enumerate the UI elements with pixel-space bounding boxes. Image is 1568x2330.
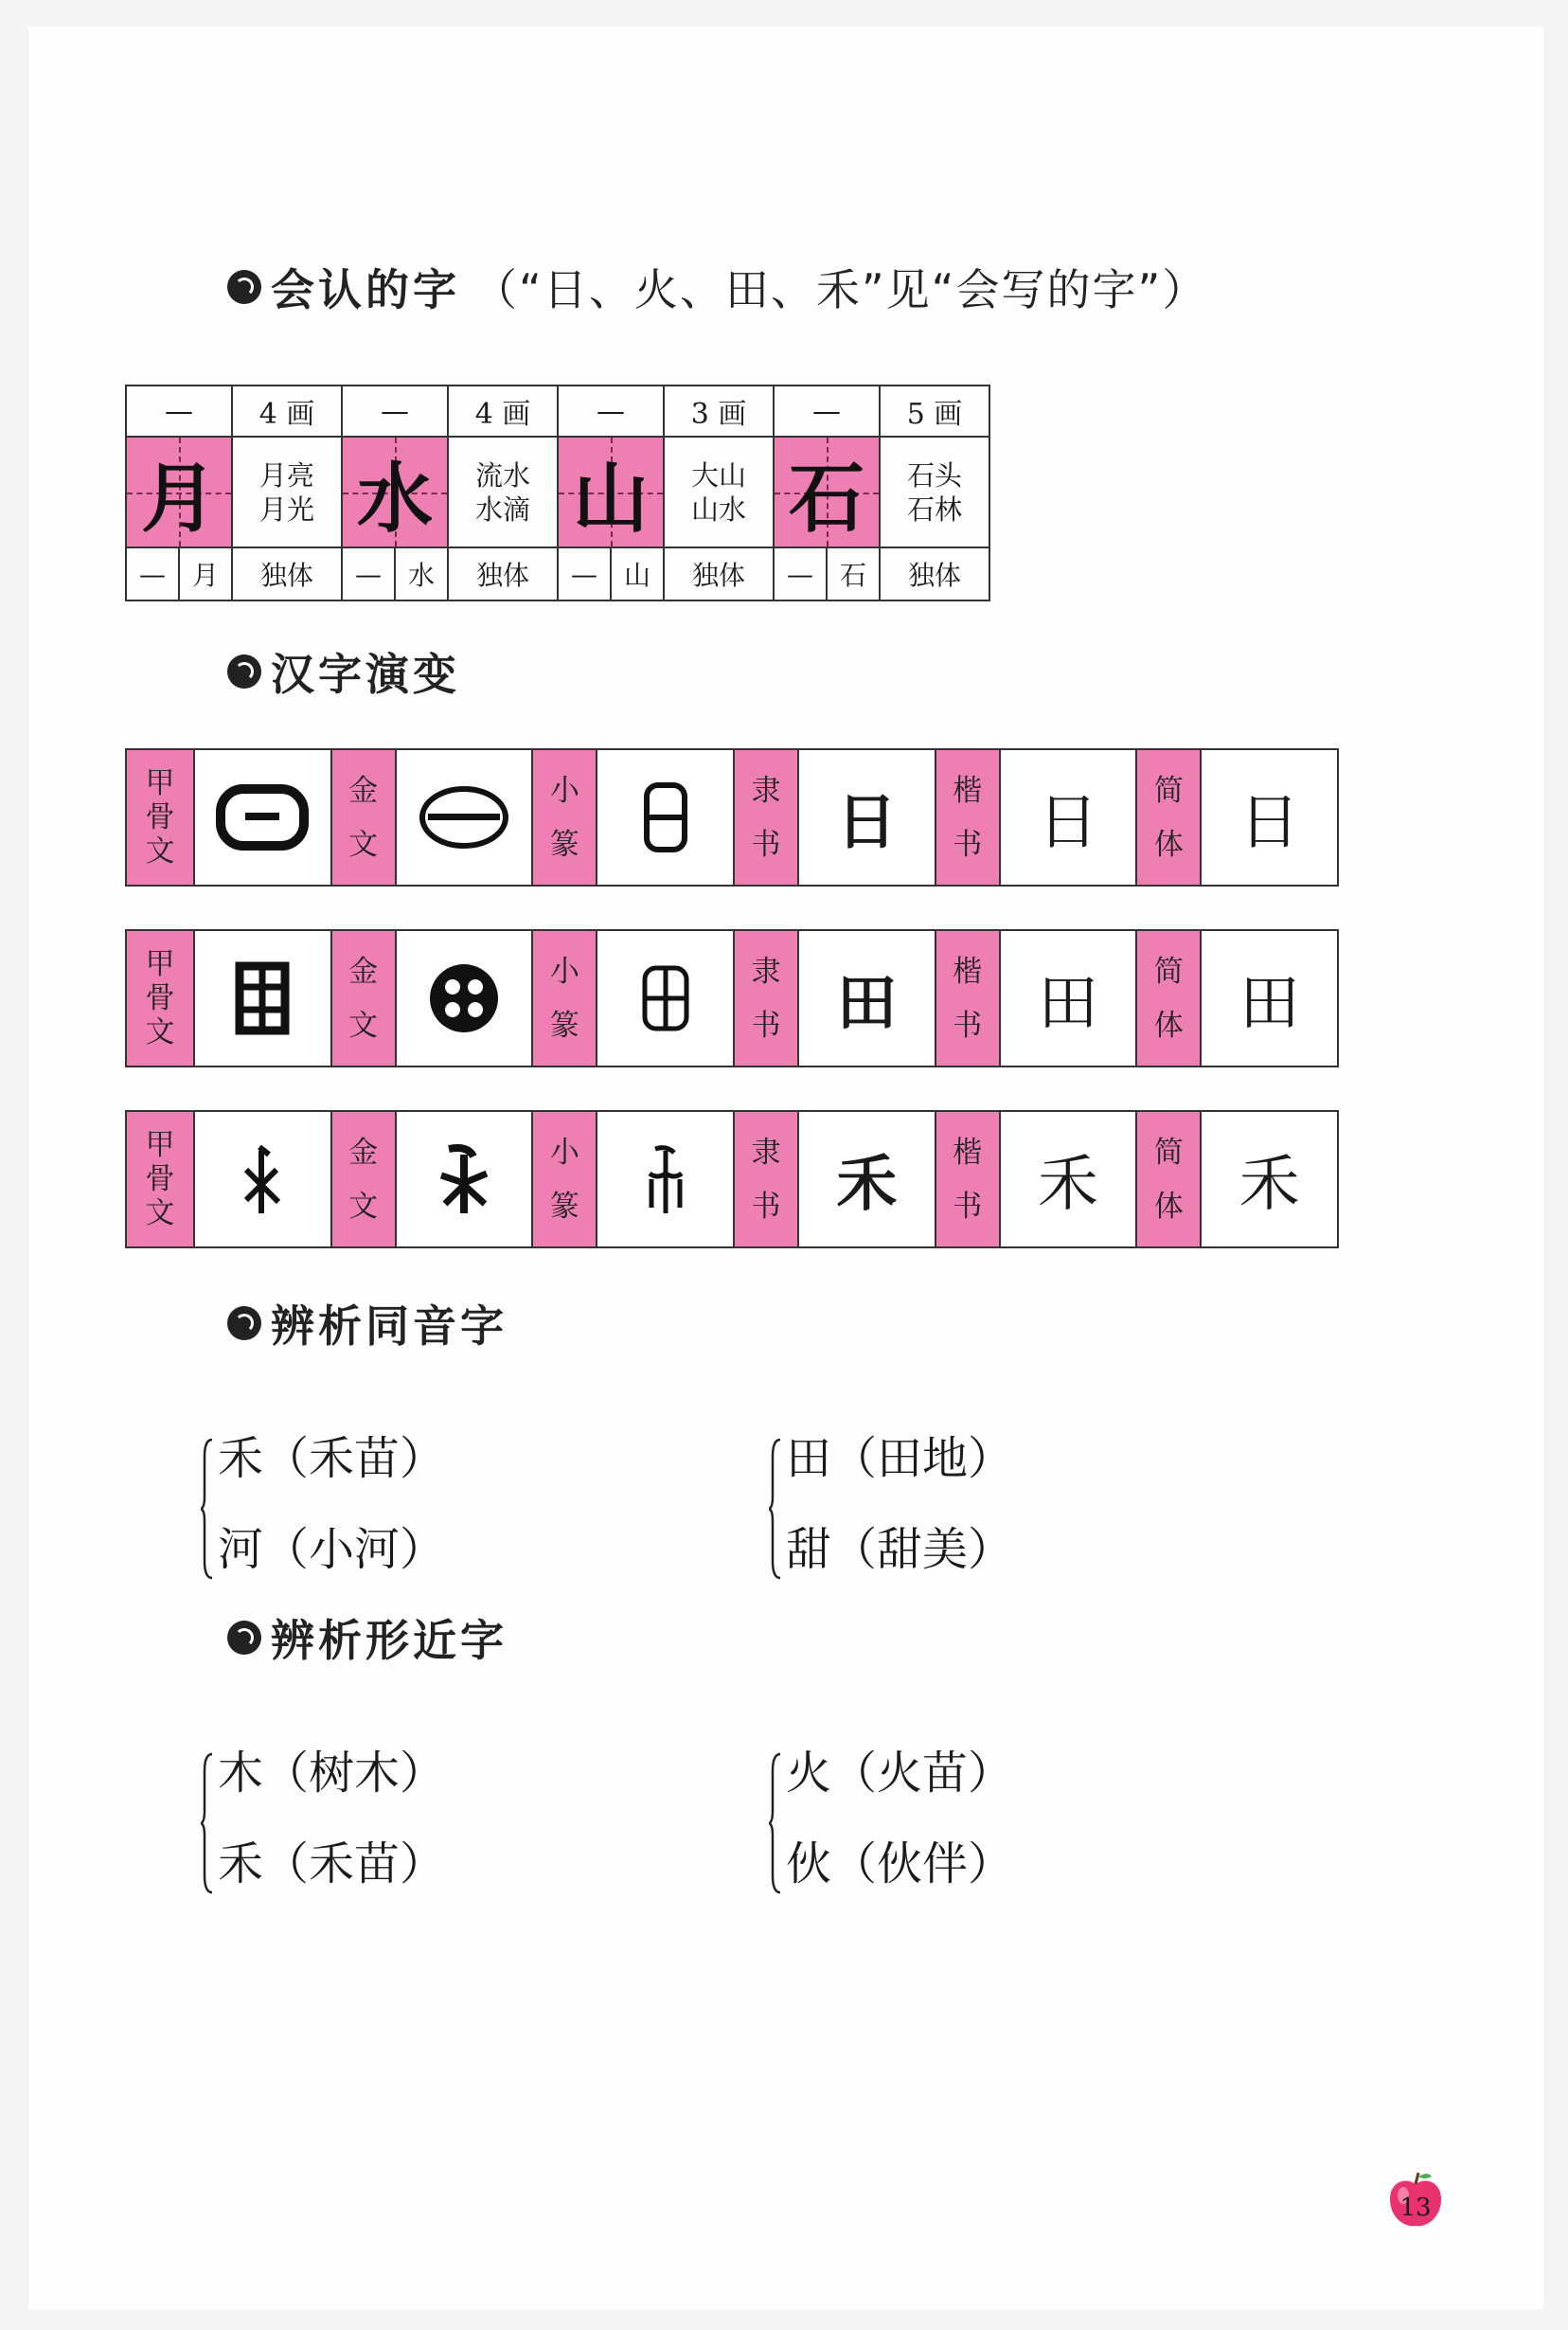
pair-line: 禾（禾苗） (218, 1432, 446, 1485)
radical-cell: — (126, 385, 232, 437)
recognize-char-table (125, 385, 990, 601)
oracle-glyph (195, 1112, 330, 1246)
word: 月光 (258, 493, 314, 526)
practice-char-cell (126, 437, 232, 547)
brace-icon (769, 1752, 782, 1894)
oracle-glyph (195, 931, 330, 1066)
stroke-count: 4 画 (232, 385, 342, 437)
brace-icon (201, 1438, 214, 1580)
regular-glyph: 日 (1038, 788, 1099, 858)
word: 流水 (474, 458, 530, 492)
word: 山水 (690, 493, 746, 526)
practice-char: 月 (141, 454, 217, 543)
radical: 水 (394, 548, 447, 600)
section-title: 汉字演变 (271, 649, 460, 700)
structure-cell: 独体 (880, 547, 989, 600)
practice-char-cell (774, 437, 880, 547)
section-title: 辨析同音字 (271, 1300, 508, 1352)
homophone-pair-left (218, 1413, 445, 1595)
label-oracle: 甲 骨 文 (127, 750, 195, 885)
pair-line: 禾（禾苗） (218, 1837, 446, 1891)
section-heading-similar (227, 1606, 508, 1669)
label-bronze: 金 文 (330, 931, 397, 1066)
practice-char: 山 (573, 454, 649, 543)
label-bronze: 金 文 (330, 1112, 397, 1246)
word-list (880, 437, 989, 547)
radical: 山 (610, 548, 663, 600)
word: 水滴 (474, 493, 530, 526)
stroke-count: 4 画 (448, 385, 558, 437)
radical-dash: — (139, 558, 166, 590)
evolution-row-tian (125, 929, 1339, 1067)
section-title: 会认的字 (271, 264, 460, 315)
brace-icon (201, 1752, 214, 1894)
label-seal: 小 篆 (531, 1112, 597, 1246)
oracle-glyph (195, 750, 330, 885)
label-regular: 楷 书 (935, 931, 1001, 1066)
label-simplified: 简 体 (1135, 1112, 1202, 1246)
practice-char-cell (342, 437, 448, 547)
structure-cell: 独体 (232, 547, 342, 600)
radical: 石 (826, 548, 879, 600)
word: 石头 (906, 458, 962, 492)
bullet-icon (227, 1621, 261, 1655)
pair-line: 火（火苗） (786, 1747, 1014, 1800)
brace-icon (769, 1438, 782, 1580)
regular-glyph: 禾 (1038, 1150, 1099, 1220)
section-heading-recognize (227, 256, 1207, 318)
bullet-icon (227, 1306, 261, 1340)
bronze-glyph (397, 750, 532, 885)
radical-split-cell (342, 547, 448, 600)
word-list (664, 437, 774, 547)
label-seal: 小 篆 (531, 931, 597, 1066)
radical-split-cell (774, 547, 880, 600)
pair-line: 田（田地） (786, 1432, 1014, 1485)
label-regular: 楷 书 (935, 750, 1001, 885)
label-regular: 楷 书 (935, 1112, 1001, 1246)
radical: 月 (178, 548, 231, 600)
pair-line: 木（树木） (218, 1747, 446, 1800)
homophone-pair-right (786, 1413, 1013, 1595)
clerical-glyph: 田 (836, 968, 898, 1039)
pair-line: 河（小河） (218, 1523, 446, 1576)
practice-char-cell (558, 437, 664, 547)
section-heading-homophones (227, 1292, 508, 1354)
evolution-row-he (125, 1110, 1339, 1248)
stroke-count: 5 画 (880, 385, 989, 437)
label-bronze: 金 文 (330, 750, 397, 885)
word: 月亮 (258, 458, 314, 492)
label-seal: 小 篆 (531, 750, 597, 885)
radical-split-cell (558, 547, 664, 600)
section-note: （“日、火、田、禾”见“会写的字”） (473, 264, 1208, 315)
simplified-glyph: 日 (1238, 788, 1300, 858)
pair-line: 甜（甜美） (786, 1523, 1014, 1576)
radical-dash: — (355, 558, 382, 590)
section-heading-evolution (227, 640, 460, 703)
radical-split-cell (126, 547, 232, 600)
seal-glyph (597, 750, 733, 885)
label-simplified: 简 体 (1135, 750, 1202, 885)
label-simplified: 简 体 (1135, 931, 1202, 1066)
page-number-badge (1384, 2169, 1447, 2231)
similar-pair-left (218, 1728, 445, 1909)
seal-glyph (597, 931, 733, 1066)
radical-cell: — (342, 385, 448, 437)
practice-char: 石 (789, 454, 864, 543)
word-list (232, 437, 342, 547)
clerical-glyph: 日 (836, 787, 898, 858)
word: 石林 (906, 493, 962, 526)
bullet-icon (227, 654, 261, 689)
seal-glyph (597, 1112, 733, 1246)
page-number: 13 (1399, 2194, 1432, 2222)
bronze-glyph (397, 931, 532, 1066)
clerical-glyph: 禾 (836, 1149, 898, 1220)
label-oracle: 甲 骨 文 (127, 1112, 195, 1246)
label-clerical: 隶 书 (733, 1112, 799, 1246)
radical-cell: — (558, 385, 664, 437)
stroke-count: 3 画 (664, 385, 774, 437)
similar-pair-right (786, 1728, 1013, 1909)
structure-cell: 独体 (448, 547, 558, 600)
radical-cell: — (774, 385, 880, 437)
label-oracle: 甲 骨 文 (127, 931, 195, 1066)
structure-cell: 独体 (664, 547, 774, 600)
word: 大山 (690, 458, 746, 492)
simplified-glyph: 禾 (1238, 1150, 1300, 1220)
evolution-row-ri (125, 748, 1339, 887)
radical-dash: — (787, 558, 813, 590)
textbook-page (28, 27, 1543, 2309)
radical-dash: — (571, 558, 597, 590)
bullet-icon (227, 270, 261, 304)
section-title: 辨析形近字 (271, 1615, 508, 1666)
label-clerical: 隶 书 (733, 750, 799, 885)
bronze-glyph (397, 1112, 532, 1246)
simplified-glyph: 田 (1238, 969, 1300, 1039)
word-list (448, 437, 558, 547)
regular-glyph: 田 (1038, 969, 1099, 1039)
label-clerical: 隶 书 (733, 931, 799, 1066)
practice-char: 水 (357, 454, 433, 543)
pair-line: 伙（伙伴） (786, 1837, 1014, 1891)
